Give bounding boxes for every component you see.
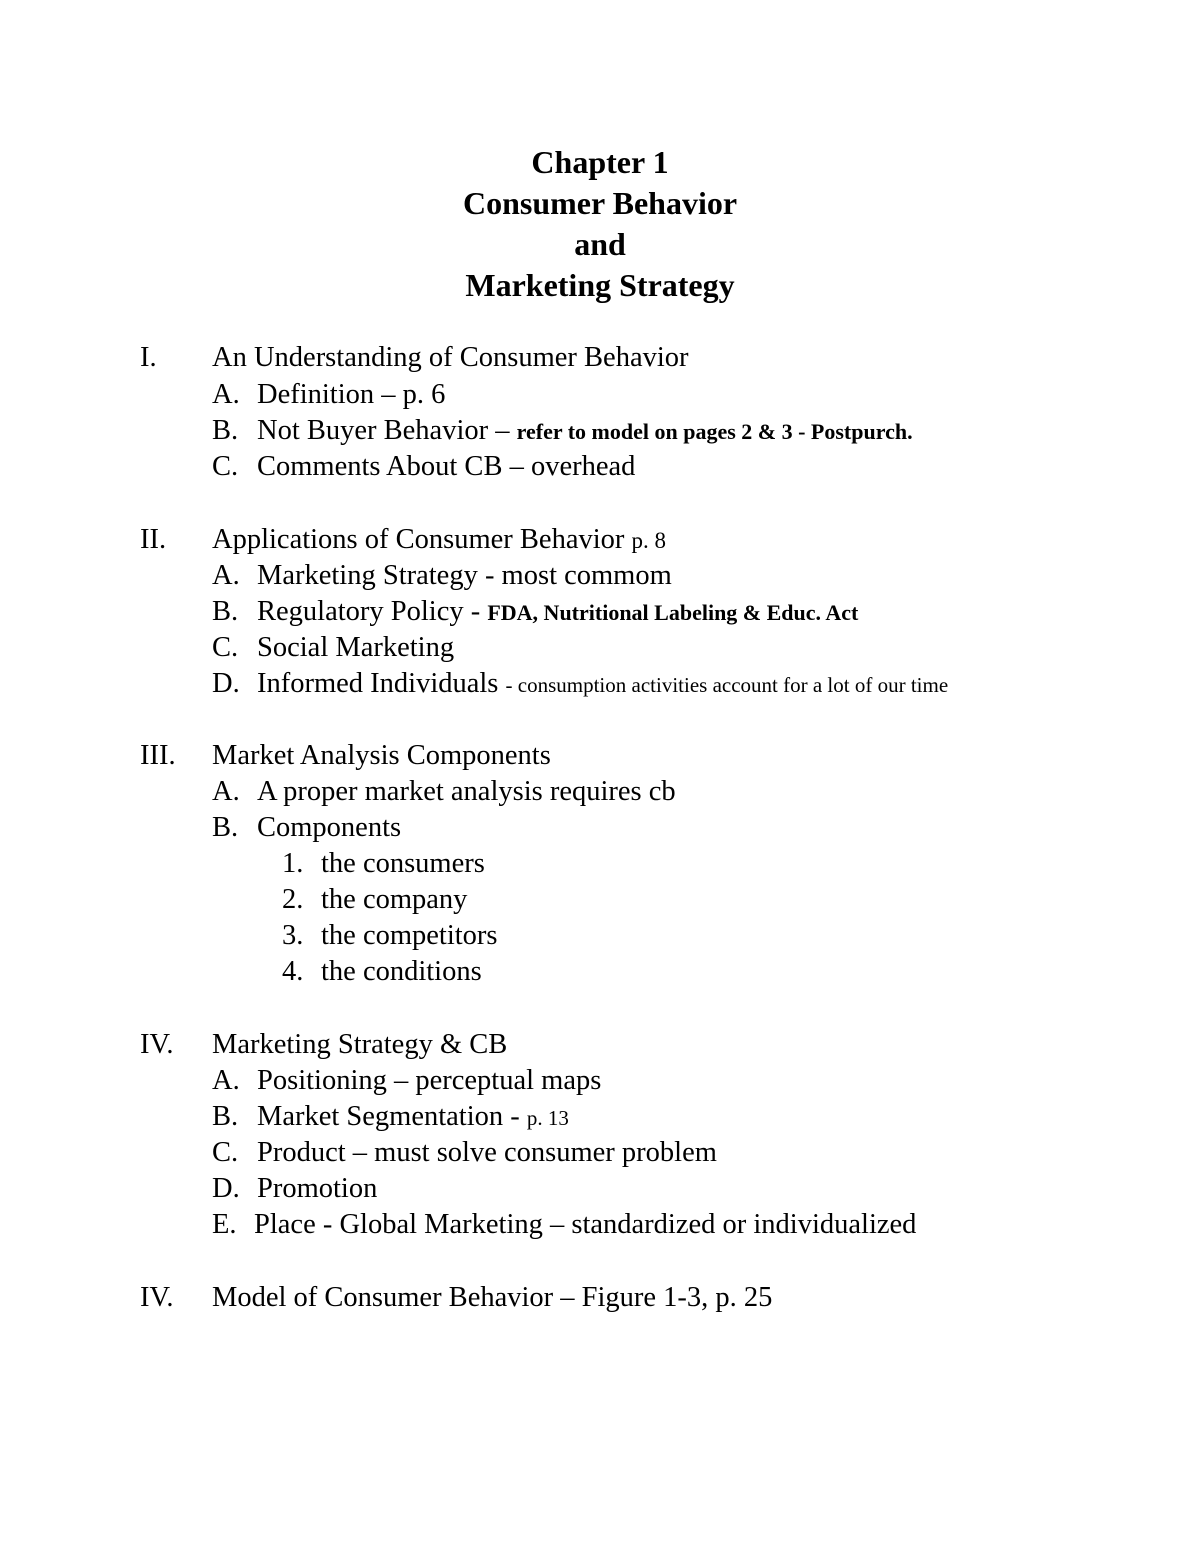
subitem-text: the competitors <box>321 920 498 951</box>
subitem-number: 1. <box>282 848 304 879</box>
subitem-text: the consumers <box>321 848 485 879</box>
subitem-text: the conditions <box>321 956 482 987</box>
item-letter: A. <box>212 379 240 410</box>
item-text: Comments About CB – overhead <box>257 451 636 482</box>
section-heading: Market Analysis Components <box>212 740 551 771</box>
item-note: - consumption activities account for a lot of our time <box>505 673 949 697</box>
item-note: FDA, Nutritional Labeling & Educ. Act <box>487 600 859 625</box>
title-line-4: Marketing Strategy <box>465 267 735 303</box>
item-letter: A. <box>212 776 240 807</box>
section-numeral: I. <box>140 342 157 373</box>
title-line-3: and <box>574 226 626 262</box>
section-2-item-c <box>0 630 1200 666</box>
section-numeral: IV. <box>140 1282 174 1313</box>
section-3-item-b <box>0 810 1200 846</box>
section-2-item-d <box>0 666 1200 702</box>
section-2-item-b <box>0 594 1200 630</box>
item-letter: B. <box>212 812 239 843</box>
item-text: Marketing Strategy - most commom <box>257 560 672 591</box>
section-4-item-d <box>0 1171 1200 1207</box>
section-4-heading <box>0 1027 1200 1063</box>
item-text: A proper market analysis requires cb <box>257 776 676 807</box>
section-numeral: II. <box>140 524 167 555</box>
subitem-number: 4. <box>282 956 304 987</box>
item-text: Informed Individuals - consumption activities account for a lot of our time <box>257 668 949 699</box>
section-heading: An Understanding of Consumer Behavior <box>212 342 689 373</box>
section-1-heading <box>0 340 1200 376</box>
item-text: Components <box>257 812 402 843</box>
title-line-2: Consumer Behavior <box>462 185 738 221</box>
item-letter: A. <box>212 1065 240 1096</box>
subitem-number: 2. <box>282 884 304 915</box>
section-heading: Marketing Strategy & CB <box>212 1029 508 1060</box>
heading-note: p. 8 <box>631 528 667 553</box>
item-text: Not Buyer Behavior – refer to model on pages 2 & 3 - Postpurch. <box>257 415 913 446</box>
item-text: Promotion <box>257 1173 378 1204</box>
item-letter: A. <box>212 560 240 591</box>
section-4-item-b <box>0 1099 1200 1135</box>
item-text: Positioning – perceptual maps <box>257 1065 602 1096</box>
section-1-item-c <box>0 449 1200 485</box>
section-heading: Model of Consumer Behavior – Figure 1-3, p. 25 <box>212 1282 773 1313</box>
item-letter: D. <box>212 668 240 699</box>
item-text: Social Marketing <box>257 632 455 663</box>
section-3-subitem-2 <box>0 882 1200 918</box>
subitem-text: the company <box>321 884 468 915</box>
section-heading: Applications of Consumer Behavior p. 8 <box>212 524 667 555</box>
item-letter: B. <box>212 415 239 446</box>
section-3-subitem-3 <box>0 918 1200 954</box>
chapter-title <box>0 142 1200 306</box>
item-letter: B. <box>212 1101 239 1132</box>
section-numeral: III. <box>140 740 176 771</box>
section-3-heading <box>0 738 1200 774</box>
section-3-subitem-1 <box>0 846 1200 882</box>
section-2-heading <box>0 522 1200 558</box>
section-4-item-c <box>0 1135 1200 1171</box>
item-text: Definition – p. 6 <box>257 379 446 410</box>
item-text: Place - Global Marketing – standardized or individualized <box>254 1209 917 1240</box>
item-text: Market Segmentation - p. 13 <box>257 1101 569 1132</box>
section-3-item-a <box>0 774 1200 810</box>
section-1-item-a <box>0 377 1200 413</box>
item-text: Regulatory Policy - FDA, Nutritional Labeling & Educ. Act <box>257 596 859 627</box>
section-1-item-b <box>0 413 1200 449</box>
item-letter: C. <box>212 632 239 663</box>
item-letter: C. <box>212 451 239 482</box>
item-note: refer to model on pages 2 & 3 - Postpurch. <box>516 419 913 444</box>
item-letter: B. <box>212 596 239 627</box>
subitem-number: 3. <box>282 920 304 951</box>
section-4-item-e <box>0 1207 1200 1243</box>
title-line-1: Chapter 1 <box>531 144 669 180</box>
section-3-subitem-4 <box>0 954 1200 990</box>
section-numeral: IV. <box>140 1029 174 1060</box>
item-letter: C. <box>212 1137 239 1168</box>
section-5-heading <box>0 1280 1200 1316</box>
item-text: Product – must solve consumer problem <box>257 1137 717 1168</box>
section-4-item-a <box>0 1063 1200 1099</box>
item-letter: E. <box>212 1209 237 1240</box>
item-letter: D. <box>212 1173 240 1204</box>
item-note: p. 13 <box>526 1106 569 1130</box>
section-2-item-a <box>0 558 1200 594</box>
